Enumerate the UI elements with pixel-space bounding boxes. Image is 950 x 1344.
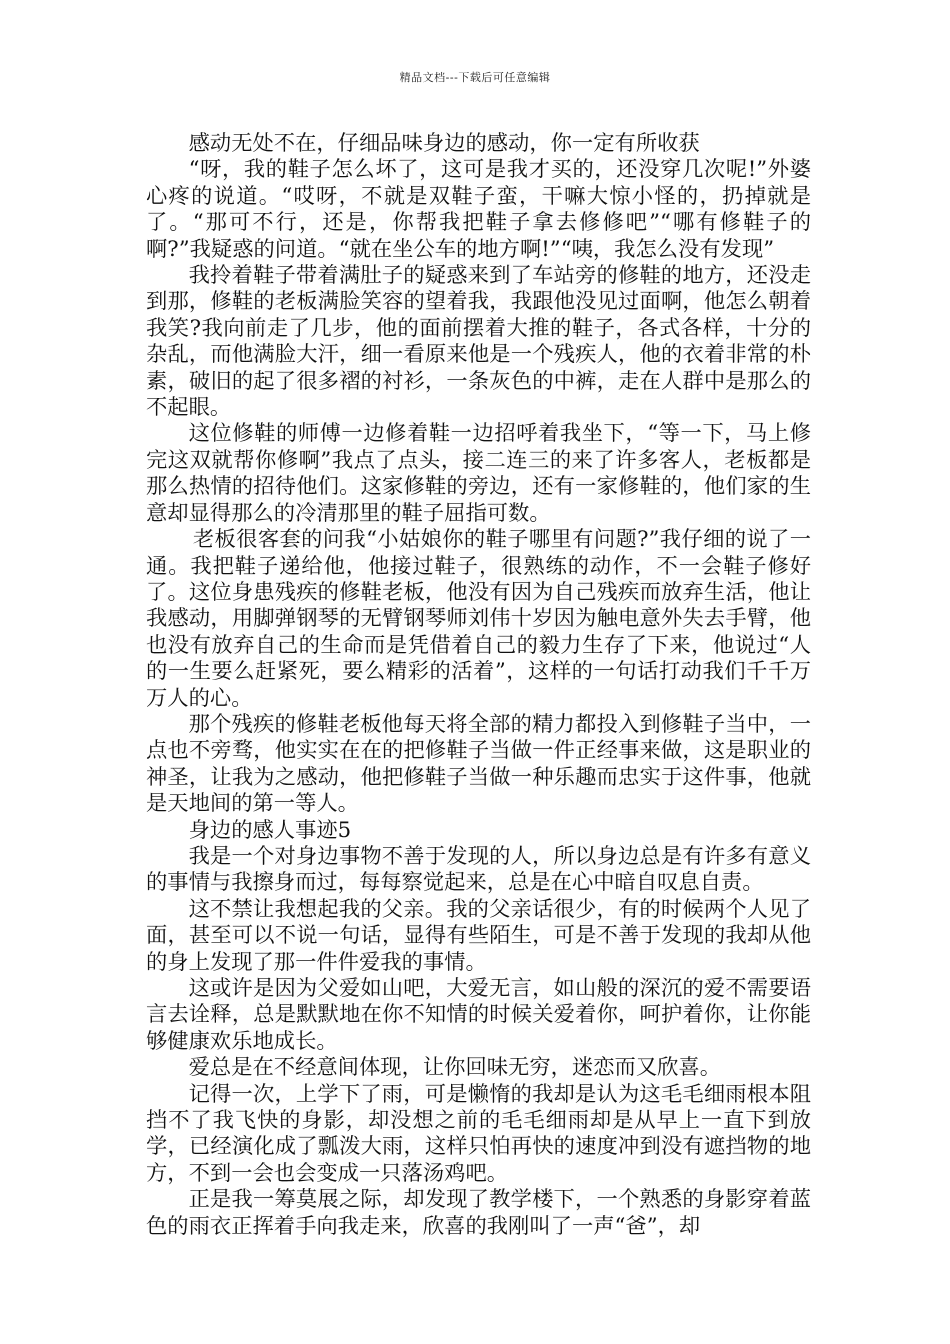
paragraph-repairman-greeting: 这位修鞋的师傅一边修着鞋一边招呼着我坐下，“等一下，马上修完这双就帮你修啊”我点了点头，接二连三的来了许多客人，老板都是那么热情的招待他们。这家修鞋的旁边，还有一家修鞋的，他们家的生意却显得那么的冷清那里的鞋子屈指可数。 xyxy=(146,421,811,526)
paragraph-father-arrives: 正是我一筹莫展之际，却发现了教学楼下，一个熟悉的身影穿着蓝色的雨衣正挥着手向我走来，欣喜的我刚叫了一声“爸”，却 xyxy=(146,1187,811,1239)
paragraph-father: 这不禁让我想起我的父亲。我的父亲话很少，有的时候两个人见了面，甚至可以不说一句话，显得有些陌生，可是不善于发现的我却从他的身上发现了那一件件爱我的事情。 xyxy=(146,896,811,975)
paragraph-shoe-repair-stall: 我拎着鞋子带着满肚子的疑惑来到了车站旁的修鞋的地方，还没走到那，修鞋的老板满脸笑容的望着我，我跟他没见过面啊，他怎么朝着我笑?我向前走了几步，他的面前摆着大推的鞋子，各式各样，十分的杂乱，而他满脸大汗，细一看原来他是一个残疾人，他的衣着非常的朴素，破旧的起了很多褶的衬衫，一条灰色的中裤，走在人群中是那么的不起眼。 xyxy=(146,263,811,421)
paragraph-dedication: 那个残疾的修鞋老板他每天将全部的精力都投入到修鞋子当中，一点也不旁骛，他实实在在的把修鞋子当做一件正经事来做，这是职业的神圣，让我为之感动，他把修鞋子当做一种乐趣而忠实于这件事，他就是天地间的第一等人。 xyxy=(146,711,811,817)
section-heading: 身边的感人事迹5 xyxy=(188,817,352,843)
paragraph-repair-done: 老板很客套的问我“小姑娘你的鞋子哪里有问题?”我仔细的说了一通。我把鞋子递给他，他接过鞋子，很熟练的动作，不一会鞋子修好了。这位身患残疾的修鞋老板，他没有因为自己残疾而放弃生活，他让我感动，用脚弹钢琴的无臂钢琴师刘伟十岁因为触电意外失去手臂，他也没有放弃自己的生命而是凭借着自己的毅力生存了下来，他说过“人的一生要么赶紧死，要么精彩的活着”，这样的一句话打动我们千千万万人的心。 xyxy=(146,527,811,711)
paragraph-love-moments: 爱总是在不经意间体现，让你回味无穷，迷恋而又欣喜。 xyxy=(188,1055,722,1081)
paragraph-dialogue: “呀，我的鞋子怎么坏了，这可是我才买的，还没穿几次呢!”外婆心疼的说道。“哎呀，不就是双鞋子蛮，干嘛大惊小怪的，扔掉就是了。“那可不行，还是，你帮我把鞋子拿去修修吧”“哪有修鞋子的啊?”我疑惑的问道。“就在坐公车的地方啊!”“咦，我怎么没有发现” xyxy=(146,157,811,262)
paragraph-self-reflection: 我是一个对身边事物不善于发现的人，所以身边总是有许多有意义的事情与我擦身而过，每每察觉起来，总是在心中暗自叹息自责。 xyxy=(146,843,811,896)
page-header: 精品文档---下载后可任意编辑 xyxy=(399,71,551,84)
paragraph-rain-story: 记得一次，上学下了雨，可是懒惰的我却是认为这毛毛细雨根本阻挡不了我飞快的身影，却没想之前的毛毛细雨却是从早上一直下到放学，已经演化成了瓢泼大雨，这样只怕再快的速度冲到没有遮挡物的地方，不到一会也会变成一只落汤鸡吧。 xyxy=(146,1081,811,1186)
paragraph-fatherly-love: 这或许是因为父爱如山吧，大爱无言，如山般的深沉的爱不需要语言去诠释，总是默默地在你不知情的时候关爱着你，呵护着你，让你能够健康欢乐地成长。 xyxy=(146,976,811,1054)
paragraph-intro: 感动无处不在，仔细品味身边的感动，你一定有所收获 xyxy=(188,131,700,156)
document-body xyxy=(146,131,811,1240)
